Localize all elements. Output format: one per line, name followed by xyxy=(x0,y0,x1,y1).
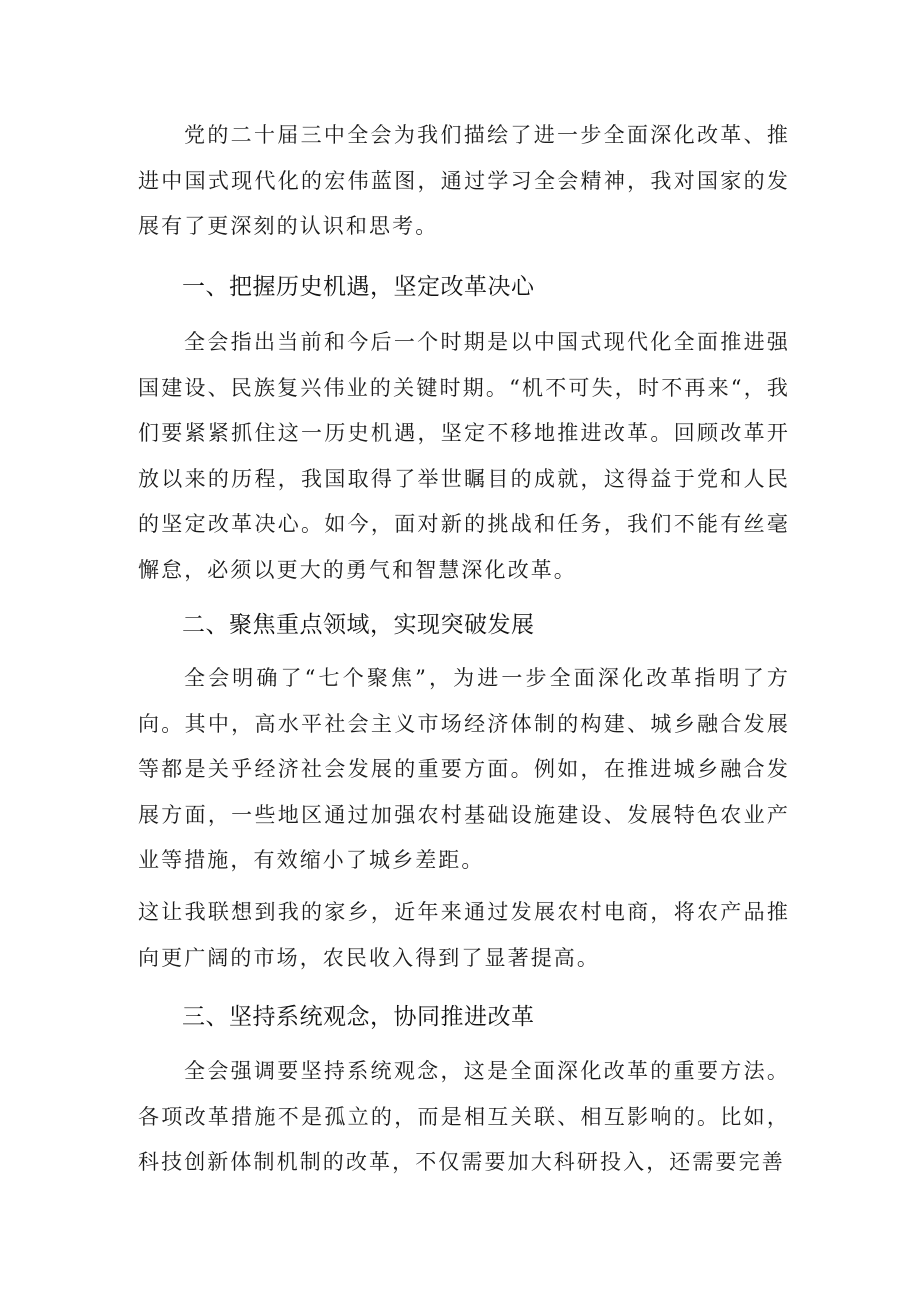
section-heading-2: 二、聚焦重点领域，实现突破发展 xyxy=(182,612,535,638)
intro-paragraph: 党的二十届三中全会为我们描绘了进一步全面深化改革、推进中国式现代化的宏伟蓝图，通过学习全会精神，我对国家的发展有了更深刻的认识和思考。 xyxy=(138,123,790,239)
section-1-paragraph: 全会指出当前和今后一个时期是以中国式现代化全面推进强国建设、民族复兴伟业的关键时期。“机不可失，时不再来“，我们要紧紧抓住这一历史机遇，坚定不移地推进改革。回顾改革开放以来的历程，我国取得了举世瞩目的成就，这得益于党和人民的坚定改革决心。如今，面对新的挑战和任务，我们不能有丝毫懈怠，必须以更大的勇气和智慧深化改革。 xyxy=(138,330,790,582)
section-2-paragraph-continued: 这让我联想到我的家乡，近年来通过发展农村电商，将农产品推向更广阔的市场，农民收入得到了显著提高。 xyxy=(138,900,790,970)
section-3-paragraph: 全会强调要坚持系统观念，这是全面深化改革的重要方法。各项改革措施不是孤立的，而是相互关联、相互影响的。比如，科技创新体制机制的改革，不仅需要加大科研投入，还需要完善 xyxy=(138,1059,790,1175)
section-2-paragraph: 全会明确了“七个聚焦”，为进一步全面深化改革指明了方向。其中，高水平社会主义市场经济体制的构建、城乡融合发展等都是关乎经济社会发展的重要方面。例如，在推进城乡融合发展方面，一些地区通过加强农村基础设施建设、发展特色农业产业等措施，有效缩小了城乡差距。 xyxy=(138,666,790,873)
section-heading-3: 三、坚持系统观念，协同推进改革 xyxy=(182,1004,535,1030)
section-heading-1: 一、把握历史机遇，坚定改革决心 xyxy=(182,274,535,300)
